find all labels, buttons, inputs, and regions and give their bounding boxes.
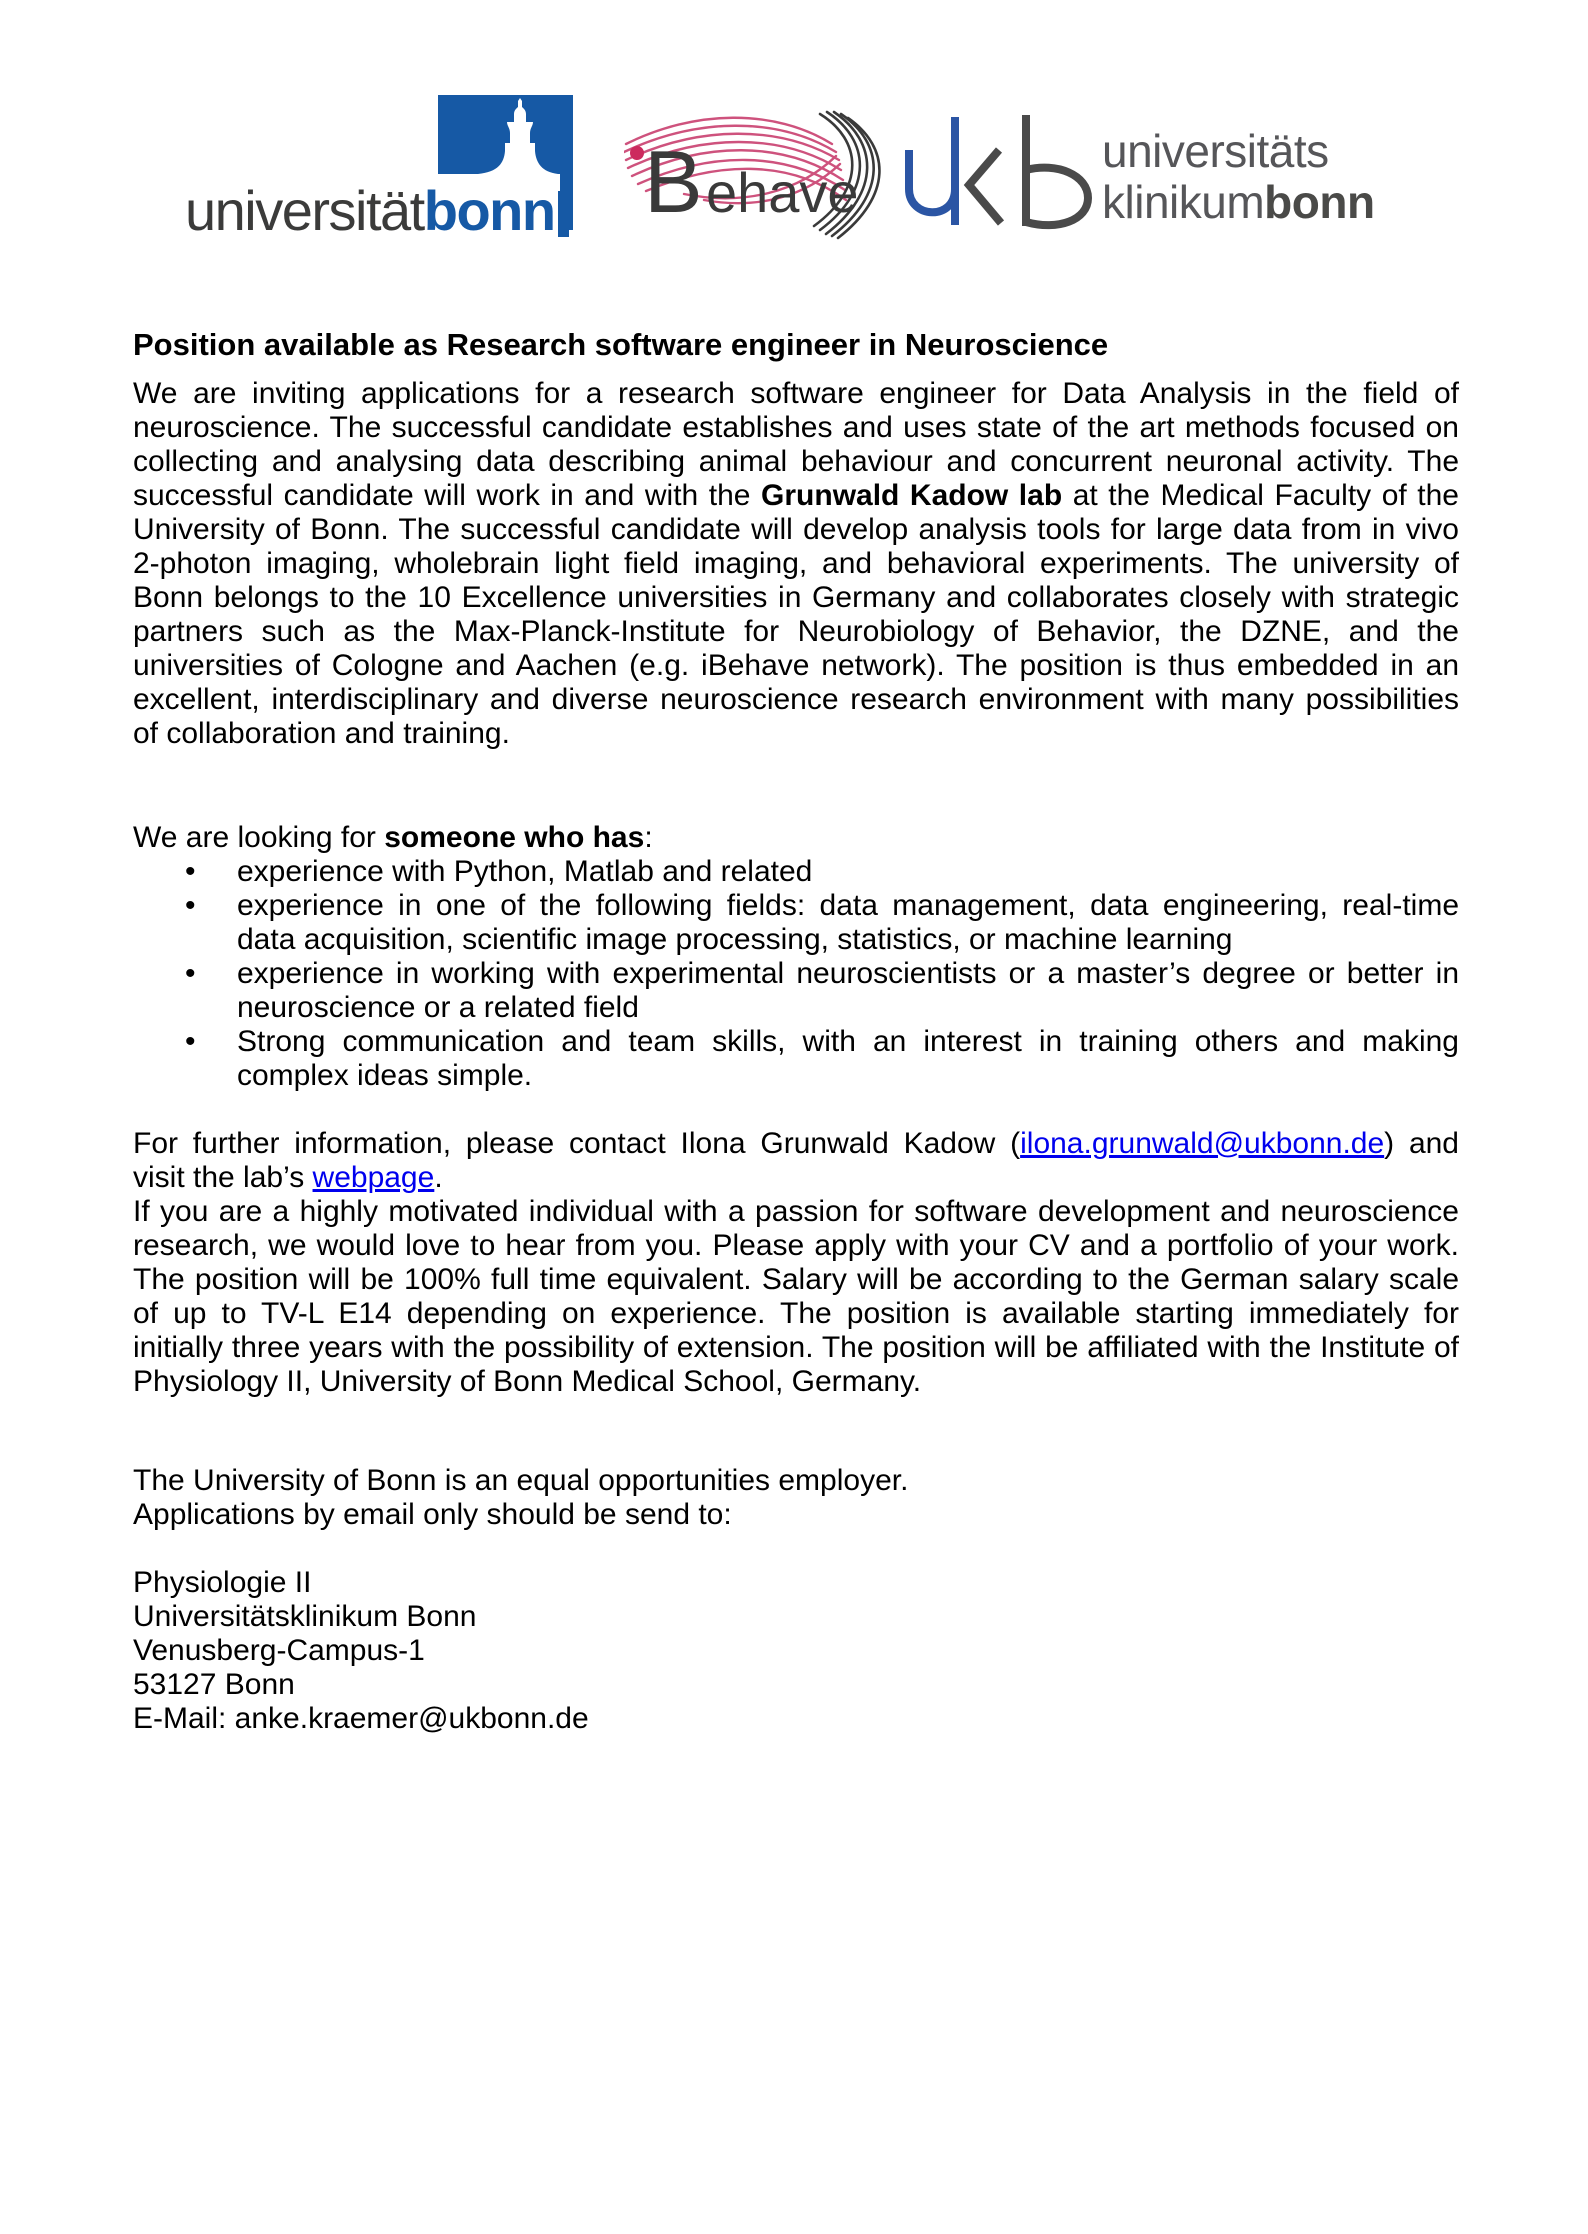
- behave-initial: B: [644, 132, 703, 231]
- requirements-list: [133, 855, 1459, 1093]
- contact-part3: .: [434, 1161, 443, 1194]
- contact-apply-block: [133, 1127, 1459, 1399]
- bullet-text: experience in working with experimental neuroscientists or a master’s degree or better in neuroscience or a related field: [237, 957, 1459, 1024]
- looking-for-line: [133, 821, 1459, 855]
- equal-opportunity-line: The University of Bonn is an equal opportunities employer.: [133, 1464, 909, 1497]
- address-line: Physiologie II: [133, 1566, 312, 1599]
- logo-ibehave: [624, 96, 896, 246]
- ukb-line2-plain: klinikum: [1102, 176, 1265, 228]
- bullet-text: experience with Python, Matlab and related: [237, 855, 813, 888]
- page-title: Position available as Research software engineer in Neuroscience: [133, 326, 1109, 362]
- bullet-item: [237, 1025, 1459, 1093]
- contact-part1: For further information, please contact Ilona Grunwald Kadow (: [133, 1127, 1021, 1160]
- behave-swirl-icon: [624, 96, 896, 246]
- looking-prefix: We are looking for: [133, 821, 385, 854]
- bullet-item: [237, 957, 1459, 1025]
- address-block: [133, 1566, 1459, 1736]
- bullet-text: experience in one of the following fields: data management, data engineering, real-time data acquisition, scientific image processing, statistics, or machine learning: [237, 889, 1459, 956]
- unibonn-word-plain: universität: [185, 179, 424, 242]
- ukb-wordmark: [1102, 126, 1375, 228]
- bullet-text: Strong communication and team skills, with an interest in training others and making complex ideas simple.: [237, 1025, 1459, 1092]
- address-line: 53127 Bonn: [133, 1668, 295, 1701]
- unibonn-wordmark: [185, 179, 569, 242]
- bullet-item: [237, 889, 1459, 957]
- intro-paragraph: [133, 377, 1459, 751]
- ibehave-i-dot: [630, 146, 644, 160]
- behave-rest: ehave: [706, 161, 859, 224]
- apply-paragraph: If you are a highly motivated individual with a passion for software development and neuroscience research, we would love to hear from you. Please apply with your CV and a portfolio of your work. The position will be 100% full time equivalent. Salary will be according to the German salary scale of up to TV-L E14 depending on experience. The position is available starting immediately for initially three years with the possibility of extension. The position will be affiliated with the Institute of Physiology II, University of Bonn Medical School, Germany.: [133, 1195, 1459, 1398]
- address-line: Venusberg-Campus-1: [133, 1634, 425, 1667]
- intro-bold-lab: Grunwald Kadow lab: [761, 479, 1063, 512]
- webpage-link[interactable]: webpage: [312, 1161, 435, 1194]
- ukb-line2-accent: bonn: [1264, 176, 1375, 228]
- contact-part2: ) and visit the lab’s: [133, 1127, 1459, 1194]
- unibonn-word-accent: bonn: [423, 179, 555, 242]
- email-link[interactable]: ilona.grunwald@ukbonn.de: [1020, 1127, 1385, 1160]
- ukb-line1: universitäts: [1102, 125, 1329, 177]
- ukb-line2: [1102, 177, 1375, 228]
- logo-ukb: [895, 93, 1095, 243]
- apply-note-line: Applications by email only should be send to:: [133, 1498, 732, 1531]
- intro-part2: at the Medical Faculty of the University of Bonn. The successful candidate will develop analysis tools for large data from in vivo 2-photon imaging, wholebrain light field imaging, and behavioral experiments. The university of Bonn belongs to the 10 Excellence universities in Germany and collaborates closely with strategic partners such as the Max-Planck-Institute for Neurobiology of Behavior, the DZNE, and the universities of Cologne and Aachen (e.g. iBehave network). The position is thus embedded in an excellent, interdisciplinary and diverse neuroscience research environment with many possibilities of collaboration and training.: [133, 479, 1459, 750]
- contact-paragraph: [133, 1127, 1459, 1195]
- equal-opportunity-block: [133, 1464, 1459, 1532]
- unibonn-bar-icon: [558, 191, 569, 237]
- bullet-item: [237, 855, 1459, 889]
- address-line: E-Mail: anke.kraemer@ukbonn.de: [133, 1702, 589, 1735]
- looking-bold: someone who has: [384, 821, 645, 854]
- intro-part1: We are inviting applications for a research software engineer for Data Analysis in the field of neuroscience. The successful candidate establishes and uses state of the art methods focused on collecting and analysing data describing animal behaviour and concurrent neuronal activity. The successful candidate will work in and with the: [133, 377, 1459, 512]
- address-line: Universitätsklinikum Bonn: [133, 1600, 477, 1633]
- ukb-mark-icon: [895, 93, 1095, 243]
- logo-universitaet-bonn: [185, 95, 620, 247]
- looking-suffix: :: [644, 821, 653, 854]
